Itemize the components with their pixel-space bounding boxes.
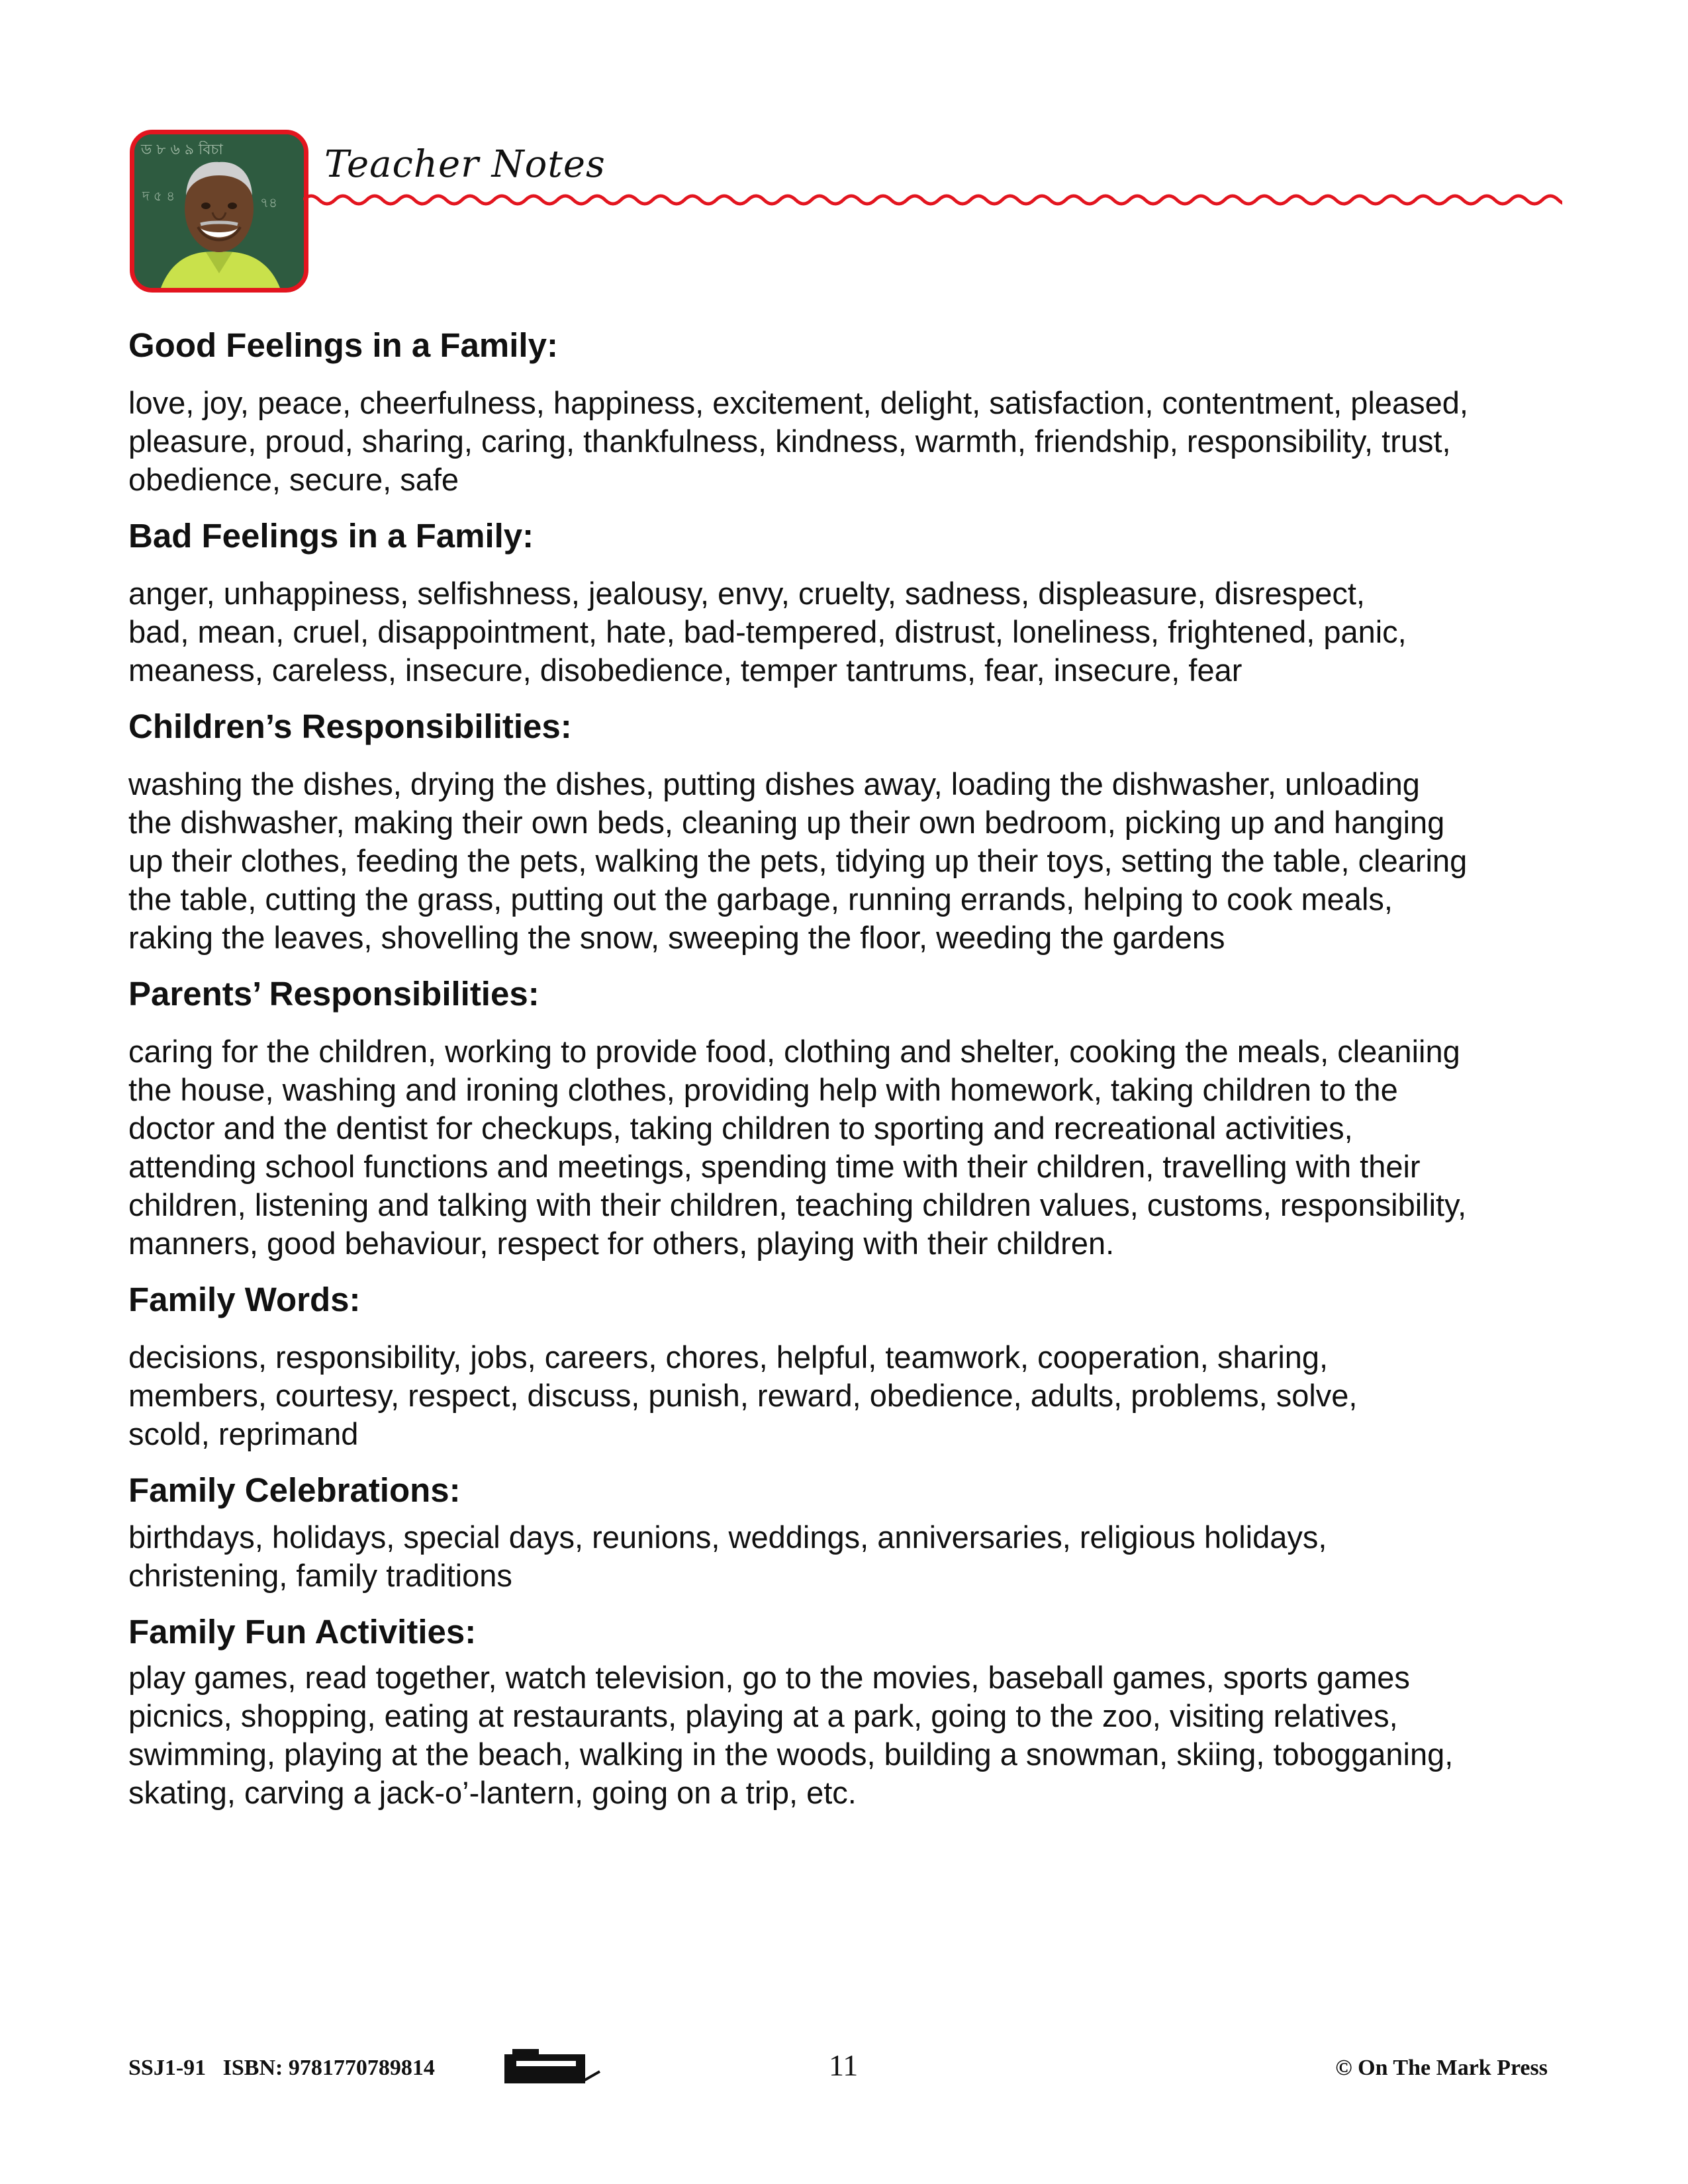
body-line: picnics, shopping, eating at restaurants, playing at a park, going to the zoo, visiting relatives, bbox=[128, 1698, 1398, 1733]
body-line: birthdays, holidays, special days, reunions, weddings, anniversaries, religious holidays, bbox=[128, 1520, 1327, 1555]
body-line: anger, unhappiness, selfishness, jealousy, envy, cruelty, sadness, displeasure, disrespect, bbox=[128, 576, 1365, 611]
svg-text:৭৪: ৭৪ bbox=[260, 195, 277, 210]
body-line: love, joy, peace, cheerfulness, happiness, excitement, delight, satisfaction, contentment, pleased, bbox=[128, 385, 1468, 420]
body-line: members, courtesy, respect, discuss, punish, reward, obedience, adults, problems, solve, bbox=[128, 1378, 1358, 1413]
section-body bbox=[128, 1032, 1565, 1263]
body-line: bad, mean, cruel, disappointment, hate, bad-tempered, distrust, loneliness, frightened, panic, bbox=[128, 614, 1407, 649]
body-line: decisions, responsibility, jobs, careers, chores, helpful, teamwork, cooperation, sharing, bbox=[128, 1340, 1329, 1375]
section-heading: Good Feelings in a Family: bbox=[128, 326, 558, 364]
section-heading: Family Fun Activities: bbox=[128, 1613, 477, 1651]
teacher-notes-title: Teacher Notes bbox=[324, 143, 606, 186]
section-good-feelings bbox=[128, 324, 1565, 499]
footer-isbn: SSJ1-91 ISBN: 9781770789814 bbox=[128, 2056, 435, 2080]
section-childrens-responsibilities bbox=[128, 705, 1565, 957]
section-body bbox=[128, 384, 1565, 499]
body-line: skating, carving a jack-o’-lantern, going on a trip, etc. bbox=[128, 1775, 857, 1810]
body-line: christening, family traditions bbox=[128, 1558, 512, 1593]
teacher-notes-header bbox=[130, 130, 1562, 302]
body-line: play games, read together, watch television, go to the movies, baseball games, sports games bbox=[128, 1660, 1410, 1695]
body-line: caring for the children, working to provide food, clothing and shelter, cooking the meals, cleaniing bbox=[128, 1034, 1460, 1069]
body-line: scold, reprimand bbox=[128, 1416, 359, 1451]
page-number: 11 bbox=[829, 2048, 859, 2082]
body-line: attending school functions and meetings, spending time with their children, travelling with their bbox=[128, 1149, 1421, 1184]
body-line: obedience, secure, safe bbox=[128, 462, 459, 497]
section-heading: Parents’ Responsibilities: bbox=[128, 975, 539, 1013]
body-line: manners, good behaviour, respect for others, playing with their children. bbox=[128, 1226, 1115, 1261]
body-line: the dishwasher, making their own beds, cleaning up their own bedroom, picking up and hanging bbox=[128, 805, 1445, 840]
body-line: swimming, playing at the beach, walking in the woods, building a snowman, skiing, tobogganing, bbox=[128, 1737, 1454, 1772]
wavy-divider bbox=[303, 188, 1562, 212]
section-bad-feelings bbox=[128, 515, 1565, 690]
section-heading: Family Words: bbox=[128, 1281, 361, 1318]
body-line: doctor and the dentist for checkups, taking children to sporting and recreational activities, bbox=[128, 1111, 1353, 1146]
svg-text:দ ৫ ৪: দ ৫ ৪ bbox=[142, 188, 175, 204]
body-line: up their clothes, feeding the pets, walking the pets, tidying up their toys, setting the table, clearing bbox=[128, 843, 1468, 878]
body-line: the table, cutting the grass, putting out the garbage, running errands, helping to cook meals, bbox=[128, 882, 1393, 917]
body-line: children, listening and talking with their children, teaching children values, customs, responsibility, bbox=[128, 1187, 1467, 1222]
footer-copyright: © On The Mark Press bbox=[1335, 2056, 1548, 2080]
svg-text:ড ৮ ৬ ৯ বিচা: ড ৮ ৬ ৯ বিচা bbox=[141, 142, 223, 158]
section-body bbox=[128, 1518, 1565, 1595]
section-heading: Bad Feelings in a Family: bbox=[128, 517, 534, 555]
notes-content bbox=[128, 324, 1565, 1812]
body-line: raking the leaves, shovelling the snow, sweeping the floor, weeding the gardens bbox=[128, 920, 1225, 955]
body-line: pleasure, proud, sharing, caring, thankfulness, kindness, warmth, friendship, responsibility, trust, bbox=[128, 424, 1451, 459]
section-heading: Family Celebrations: bbox=[128, 1471, 461, 1509]
folder-icon bbox=[503, 2046, 602, 2086]
teacher-portrait-image bbox=[130, 130, 308, 293]
section-body bbox=[128, 765, 1565, 957]
section-parents-responsibilities bbox=[128, 973, 1565, 1263]
section-heading: Children’s Responsibilities: bbox=[128, 707, 572, 745]
section-family-words bbox=[128, 1279, 1565, 1453]
section-body bbox=[128, 1338, 1565, 1453]
section-family-celebrations bbox=[128, 1469, 1565, 1595]
section-body bbox=[128, 1659, 1565, 1812]
section-body bbox=[128, 574, 1565, 690]
teacher-portrait-icon bbox=[134, 134, 304, 288]
body-line: washing the dishes, drying the dishes, putting dishes away, loading the dishwasher, unloading bbox=[128, 766, 1420, 801]
body-line: meaness, careless, insecure, disobedience, temper tantrums, fear, insecure, fear bbox=[128, 653, 1243, 688]
body-line: the house, washing and ironing clothes, providing help with homework, taking children to the bbox=[128, 1072, 1398, 1107]
section-family-fun-activities bbox=[128, 1611, 1565, 1812]
page-footer bbox=[0, 2038, 1688, 2091]
